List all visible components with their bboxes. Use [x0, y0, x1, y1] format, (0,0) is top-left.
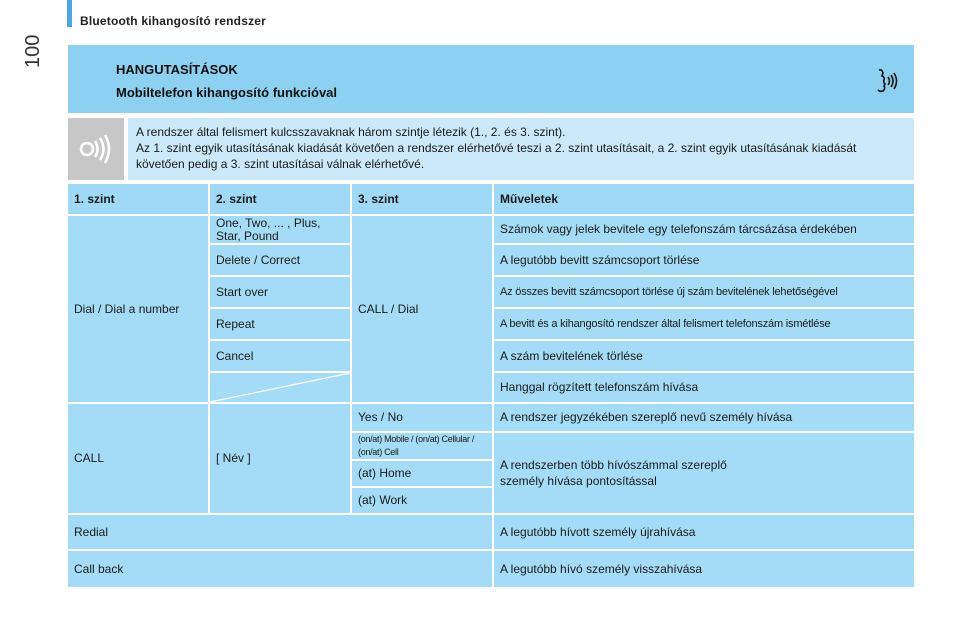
- call-action-multi: A rendszerben több hívószámmal szereplő személy hívása pontosítással: [494, 433, 914, 513]
- redial-action: A legutóbb hívott személy újrahívása: [494, 515, 914, 549]
- callback-action: A legutóbb hívó személy visszahívása: [494, 551, 914, 587]
- redial-label: Redial: [68, 515, 492, 549]
- callback-label: Call back: [68, 551, 492, 587]
- section-title: HANGUTASÍTÁSOK: [116, 62, 238, 77]
- section-subtitle: Mobiltelefon kihangosító funkcióval: [116, 85, 338, 100]
- speaker-icon: [79, 133, 113, 165]
- dial-action-delete: A legutóbb bevitt számcsoport törlése: [494, 245, 914, 275]
- table-header-level1: 1. szint: [68, 184, 208, 214]
- call-level3-home: (at) Home: [352, 461, 492, 486]
- header-accent-bar: [67, 0, 72, 27]
- dial-level1-cell: Dial / Dial a number: [68, 216, 208, 402]
- dial-action-start-over: Az összes bevitt számcsoport törlése új szám bevitelének lehetőségével: [494, 277, 914, 307]
- intro-line-2: Az 1. szint egyik utasításának kiadását követően a rendszer elérhetővé teszi a 2. szint utasításait, a 2. szint egyik utasításának kiadását követően pedig a 3. szint utasításai válnak elérhetővé.: [136, 141, 857, 171]
- call-action-yes-no: A rendszer jegyzékében szereplő nevű személy hívása: [494, 404, 914, 431]
- dial-level2-cancel: Cancel: [210, 341, 350, 371]
- dial-action-digits: Számok vagy jelek bevitele egy telefonszám tárcsázása érdekében: [494, 216, 914, 243]
- dial-level3-cell: CALL / Dial: [352, 216, 492, 402]
- speaker-icon-box: [68, 118, 124, 180]
- intro-text-box: [128, 118, 914, 180]
- table-header-level2: 2. szint: [210, 184, 350, 214]
- table-header-level3: 3. szint: [352, 184, 492, 214]
- table-header-actions: Műveletek: [494, 184, 914, 214]
- page-header-title: Bluetooth kihangosító rendszer: [80, 14, 267, 28]
- diagonal-line: [210, 373, 350, 402]
- dial-action-repeat: A bevitt és a kihangosító rendszer által felismert telefonszám ismétlése: [494, 309, 914, 339]
- dial-action-cancel: A szám bevitelének törlése: [494, 341, 914, 371]
- call-level3-yes-no: Yes / No: [352, 404, 492, 431]
- call-level3-work: (at) Work: [352, 488, 492, 513]
- dial-action-voice-tag: Hanggal rögzített telefonszám hívása: [494, 373, 914, 402]
- intro-line-1: A rendszer által felismert kulcsszavaknak három szintje létezik (1., 2. és 3. szint).: [136, 125, 566, 139]
- dial-level2-delete: Delete / Correct: [210, 245, 350, 275]
- dial-level2-digits: One, Two, ... , Plus, Star, Pound: [210, 216, 350, 243]
- call-level2-cell: [ Név ]: [210, 404, 350, 513]
- call-level3-mobile: (on/at) Mobile / (on/at) Cellular / (on/at) Cell: [352, 433, 492, 459]
- dial-level2-empty: [210, 373, 350, 402]
- page-number: 100: [22, 34, 44, 68]
- dial-level2-start-over: Start over: [210, 277, 350, 307]
- call-level1-cell: CALL: [68, 404, 208, 513]
- section-banner: [68, 45, 914, 113]
- dial-level2-repeat: Repeat: [210, 309, 350, 339]
- voice-command-icon: [874, 67, 900, 95]
